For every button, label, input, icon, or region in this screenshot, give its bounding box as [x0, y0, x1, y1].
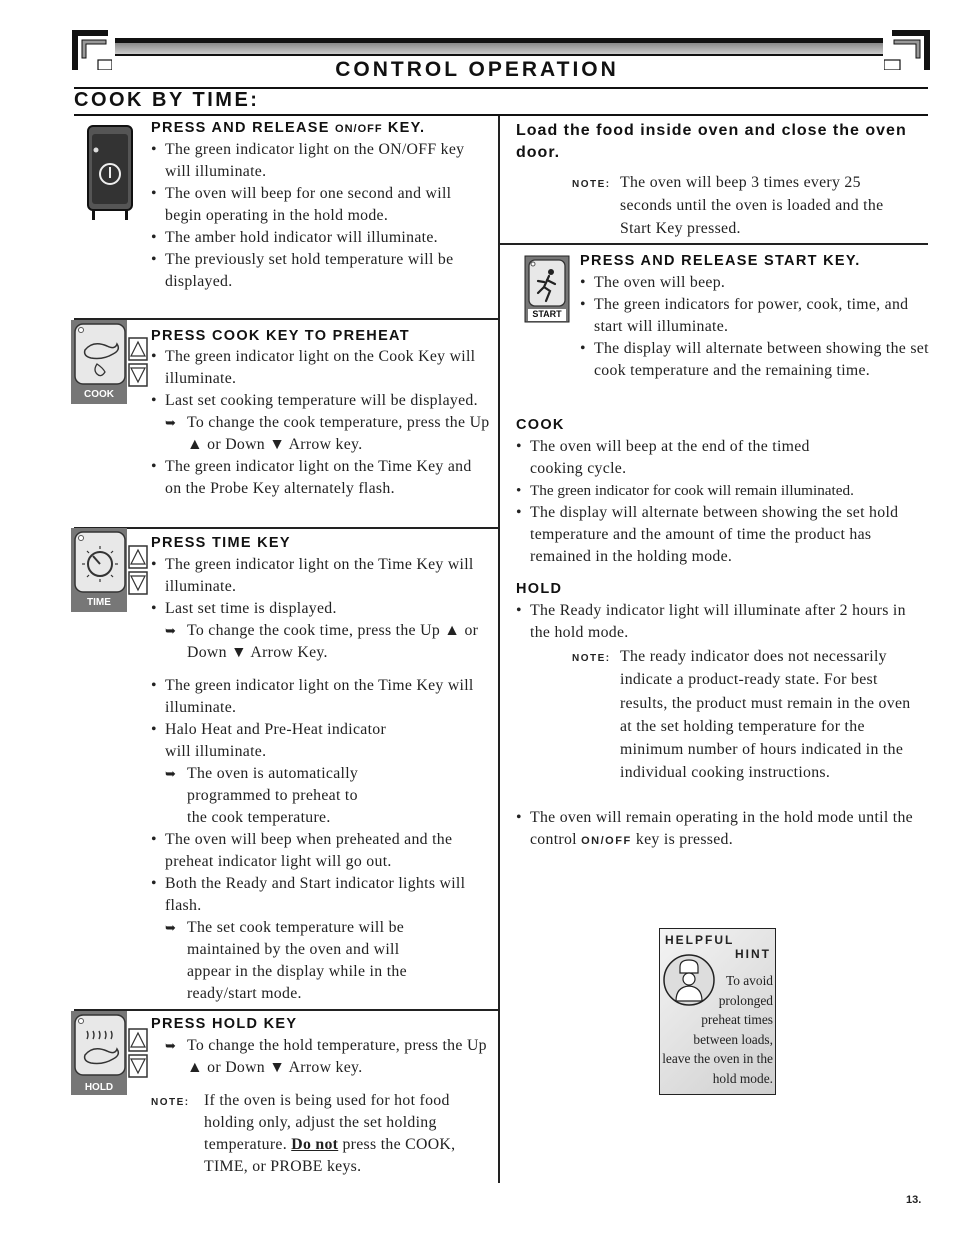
cook-heading: COOK: [516, 417, 565, 433]
column-divider: [498, 116, 500, 1183]
arrow-item: ➥ To change the cook temperature, press the Up ▲ or Down ▼ Arrow key.: [165, 412, 491, 456]
time-key-label: TIME: [87, 597, 111, 608]
page-title: CONTROL OPERATION: [335, 58, 619, 81]
bullet: • The amber hold indicator will illuminate.: [151, 227, 491, 249]
bullet: • The Ready indicator light will illuminate after 2 hours in the hold mode.: [516, 600, 916, 644]
bullet: • Both the Ready and Start indicator lights will flash.: [151, 873, 491, 917]
bullet: • The green indicators for power, cook, time, and start will illuminate.: [580, 294, 930, 338]
bullet: • The oven will beep.: [580, 272, 930, 294]
note-label: NOTE:: [572, 179, 611, 190]
bullet: • Halo Heat and Pre-Heat indicator will illuminate.: [151, 719, 491, 763]
hint-title-2: HINT: [735, 947, 771, 961]
arrow-item: ➥ The set cook temperature will be maintained by the oven and will appear in the display while in the ready/start mode.: [165, 917, 441, 1005]
step-heading-hold: PRESS HOLD KEY: [151, 1016, 298, 1032]
hold-body-2: [516, 807, 916, 852]
step-start-body: [580, 272, 930, 382]
bullet: • The green indicator light on the ON/OFF key will illuminate.: [151, 139, 491, 183]
start-key-label: START: [532, 309, 562, 319]
note-label: NOTE:: [572, 653, 611, 664]
arrow-item: ➥ To change the hold temperature, press the Up ▲ or Down ▼ Arrow key.: [165, 1035, 491, 1079]
step-heading-time: PRESS TIME KEY: [151, 535, 291, 551]
step-hold-body: [151, 1035, 491, 1079]
bullet: • The previously set hold temperature will be displayed.: [151, 249, 491, 293]
bullet: • The oven will beep at the end of the timed cooking cycle.: [516, 436, 928, 480]
section-rule: [74, 114, 928, 116]
hold-heading: HOLD: [516, 581, 563, 597]
step-cook-body: [151, 346, 491, 500]
step-divider: [498, 243, 928, 245]
bullet: • The green indicator light on the Time Key will illuminate.: [151, 554, 491, 598]
hold-key-label: HOLD: [84, 1082, 114, 1093]
step-on-off-body: [151, 139, 491, 293]
page-number: 13.: [906, 1194, 922, 1206]
section-title: COOK BY TIME:: [74, 89, 260, 111]
step-heading-cook: PRESS COOK KEY TO PREHEAT: [151, 328, 410, 344]
helpful-hint-box: [659, 928, 776, 1095]
emphasis-do-not: Do not: [291, 1136, 339, 1153]
bullet: • The green indicator light on the Time Key will illuminate.: [151, 675, 491, 719]
bullet: • The oven will remain operating in the hold mode until the control ON/OFF key is pressed.: [516, 807, 916, 852]
cook-key-label: COOK: [84, 389, 114, 400]
step-heading-start: PRESS AND RELEASE START KEY.: [580, 253, 861, 269]
step-time-body: [151, 554, 491, 1005]
bullet: • Last set time is displayed.: [151, 598, 491, 620]
arrow-item: ➥ The oven is automatically programmed to preheat to the cook temperature.: [165, 763, 381, 829]
header-bar: [115, 38, 883, 56]
on-off-key-icon: [86, 124, 134, 222]
note-label: NOTE:: [151, 1097, 190, 1108]
bullet: • The display will alternate between showing the set hold temperature and the amount of time the product has remained in the holding mode.: [516, 502, 928, 568]
hint-text: To avoid prolonged preheat times between loads, leave the oven in the hold mode.: [662, 973, 773, 1086]
bullet: • The green indicator for cook will remain illuminated.: [516, 480, 928, 502]
load-heading: Load the food inside oven and close the oven door.: [516, 122, 907, 161]
cook-body: [516, 436, 928, 568]
step-heading-on-off: PRESS AND RELEASE ON/OFF KEY.: [151, 120, 426, 136]
hold-body: [516, 600, 916, 644]
bullet: • The display will alternate between showing the set cook temperature and the remaining time.: [580, 338, 930, 382]
arrow-item: ➥ To change the cook time, press the Up ▲ or Down ▼ Arrow Key.: [165, 620, 491, 664]
hold-note: NOTE: If the oven is being used for hot food holding only, adjust the set holding temperature. Do not press the COOK, TIME, or PROBE keys.: [151, 1092, 456, 1175]
bullet: • The green indicator light on the Cook Key will illuminate.: [151, 346, 491, 390]
bullet: • The oven will beep for one second and will begin operating in the hold mode.: [151, 183, 491, 227]
hold-note: NOTE: The ready indicator does not necessarily indicate a product-ready state. For best results, the product must remain in the oven at the set holding temperature for the minimum number of hours indicated in the individual cooking instructions.: [572, 648, 911, 782]
bullet: • The green indicator light on the Time Key and on the Probe Key alternately flash.: [151, 456, 491, 500]
hint-title-1: HELPFUL: [665, 933, 735, 947]
load-note: NOTE: The oven will beep 3 times every 25 seconds until the oven is loaded and the Start Key pressed.: [572, 174, 884, 237]
bullet: • The oven will beep when preheated and the preheat indicator light will go out.: [151, 829, 491, 873]
bullet: • Last set cooking temperature will be displayed.: [151, 390, 491, 412]
